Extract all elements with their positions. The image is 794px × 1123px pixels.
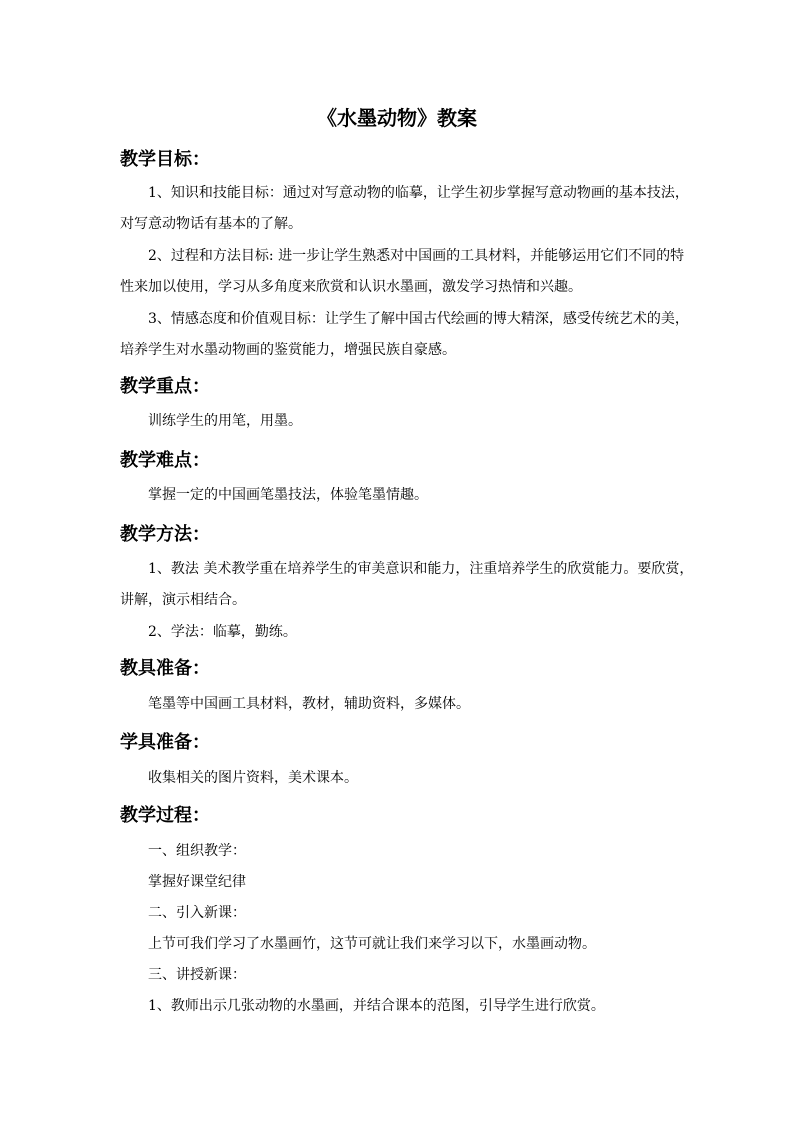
goals-p1-line-1: 1、知识和技能目标：通过对写意动物的临摹，让学生初步掌握写意动物画的基本技法， (148, 185, 689, 201)
teaching-tools-text (120, 689, 680, 720)
goals-p2-line-2: 性来加以使用，学习从多角度来欣赏和认识水墨画，激发学习热情和兴趣。 (120, 279, 582, 295)
key-points-line: 训练学生的用笔，用墨。 (148, 413, 302, 429)
heading-teaching-tools: 教具准备： (120, 658, 210, 679)
heading-methods: 教学方法： (120, 524, 210, 545)
difficulties-text (120, 480, 680, 511)
process-line-4: 上节可我们学习了水墨画竹，这节可就让我们来学习以下，水墨画动物。 (148, 936, 596, 952)
difficulties-line: 掌握一定的中国画笔墨技法，体验笔墨情趣。 (148, 487, 428, 503)
methods-paragraph-2 (120, 617, 680, 648)
heading-student-tools: 学具准备： (120, 732, 210, 753)
key-points-text (120, 406, 680, 437)
goals-p2-line-1: 2、过程和方法目标: 进一步让学生熟悉对中国画的工具材料，并能够运用它们不同的特 (148, 248, 685, 264)
goals-paragraph-3 (120, 304, 689, 366)
student-tools-text (120, 763, 680, 794)
heading-key-points: 教学重点： (120, 376, 210, 397)
process-line-3: 二、引入新课： (148, 905, 246, 921)
teaching-tools-line: 笔墨等中国画工具材料，教材，辅助资料，多媒体。 (148, 696, 470, 712)
methods-p1-line-1: 1、教法 美术教学重在培养学生的审美意识和能力，注重培养学生的欣赏能力。要欣赏， (148, 561, 694, 577)
heading-process: 教学过程： (120, 805, 210, 826)
process-lines (120, 836, 680, 1022)
methods-paragraph-1 (120, 554, 694, 616)
document-title: 《水墨动物》教案 (317, 106, 477, 130)
goals-paragraph-2 (120, 241, 685, 303)
process-line-6: 1、教师出示几张动物的水墨画，并结合课本的范图，引导学生进行欣赏。 (148, 998, 605, 1014)
goals-paragraph-1 (120, 178, 689, 240)
process-line-5: 三、讲授新课： (148, 967, 246, 983)
goals-p3-line-2: 培养学生对水墨动物画的鉴赏能力，增强民族自豪感。 (120, 342, 456, 358)
methods-p2-line: 2、学法：临摹，勤练。 (148, 624, 297, 640)
process-line-1: 一、组织教学： (148, 843, 246, 859)
heading-goals: 教学目标： (120, 149, 210, 170)
goals-p1-line-2: 对写意动物话有基本的了解。 (120, 216, 302, 232)
methods-p1-line-2: 讲解，演示相结合。 (120, 592, 246, 608)
process-line-2: 掌握好课堂纪律 (148, 874, 246, 890)
student-tools-line: 收集相关的图片资料，美术课本。 (148, 770, 358, 786)
goals-p3-line-1: 3、情感态度和价值观目标：让学生了解中国古代绘画的博大精深，感受传统艺术的美， (148, 311, 689, 327)
heading-difficulties: 教学难点： (120, 450, 210, 471)
